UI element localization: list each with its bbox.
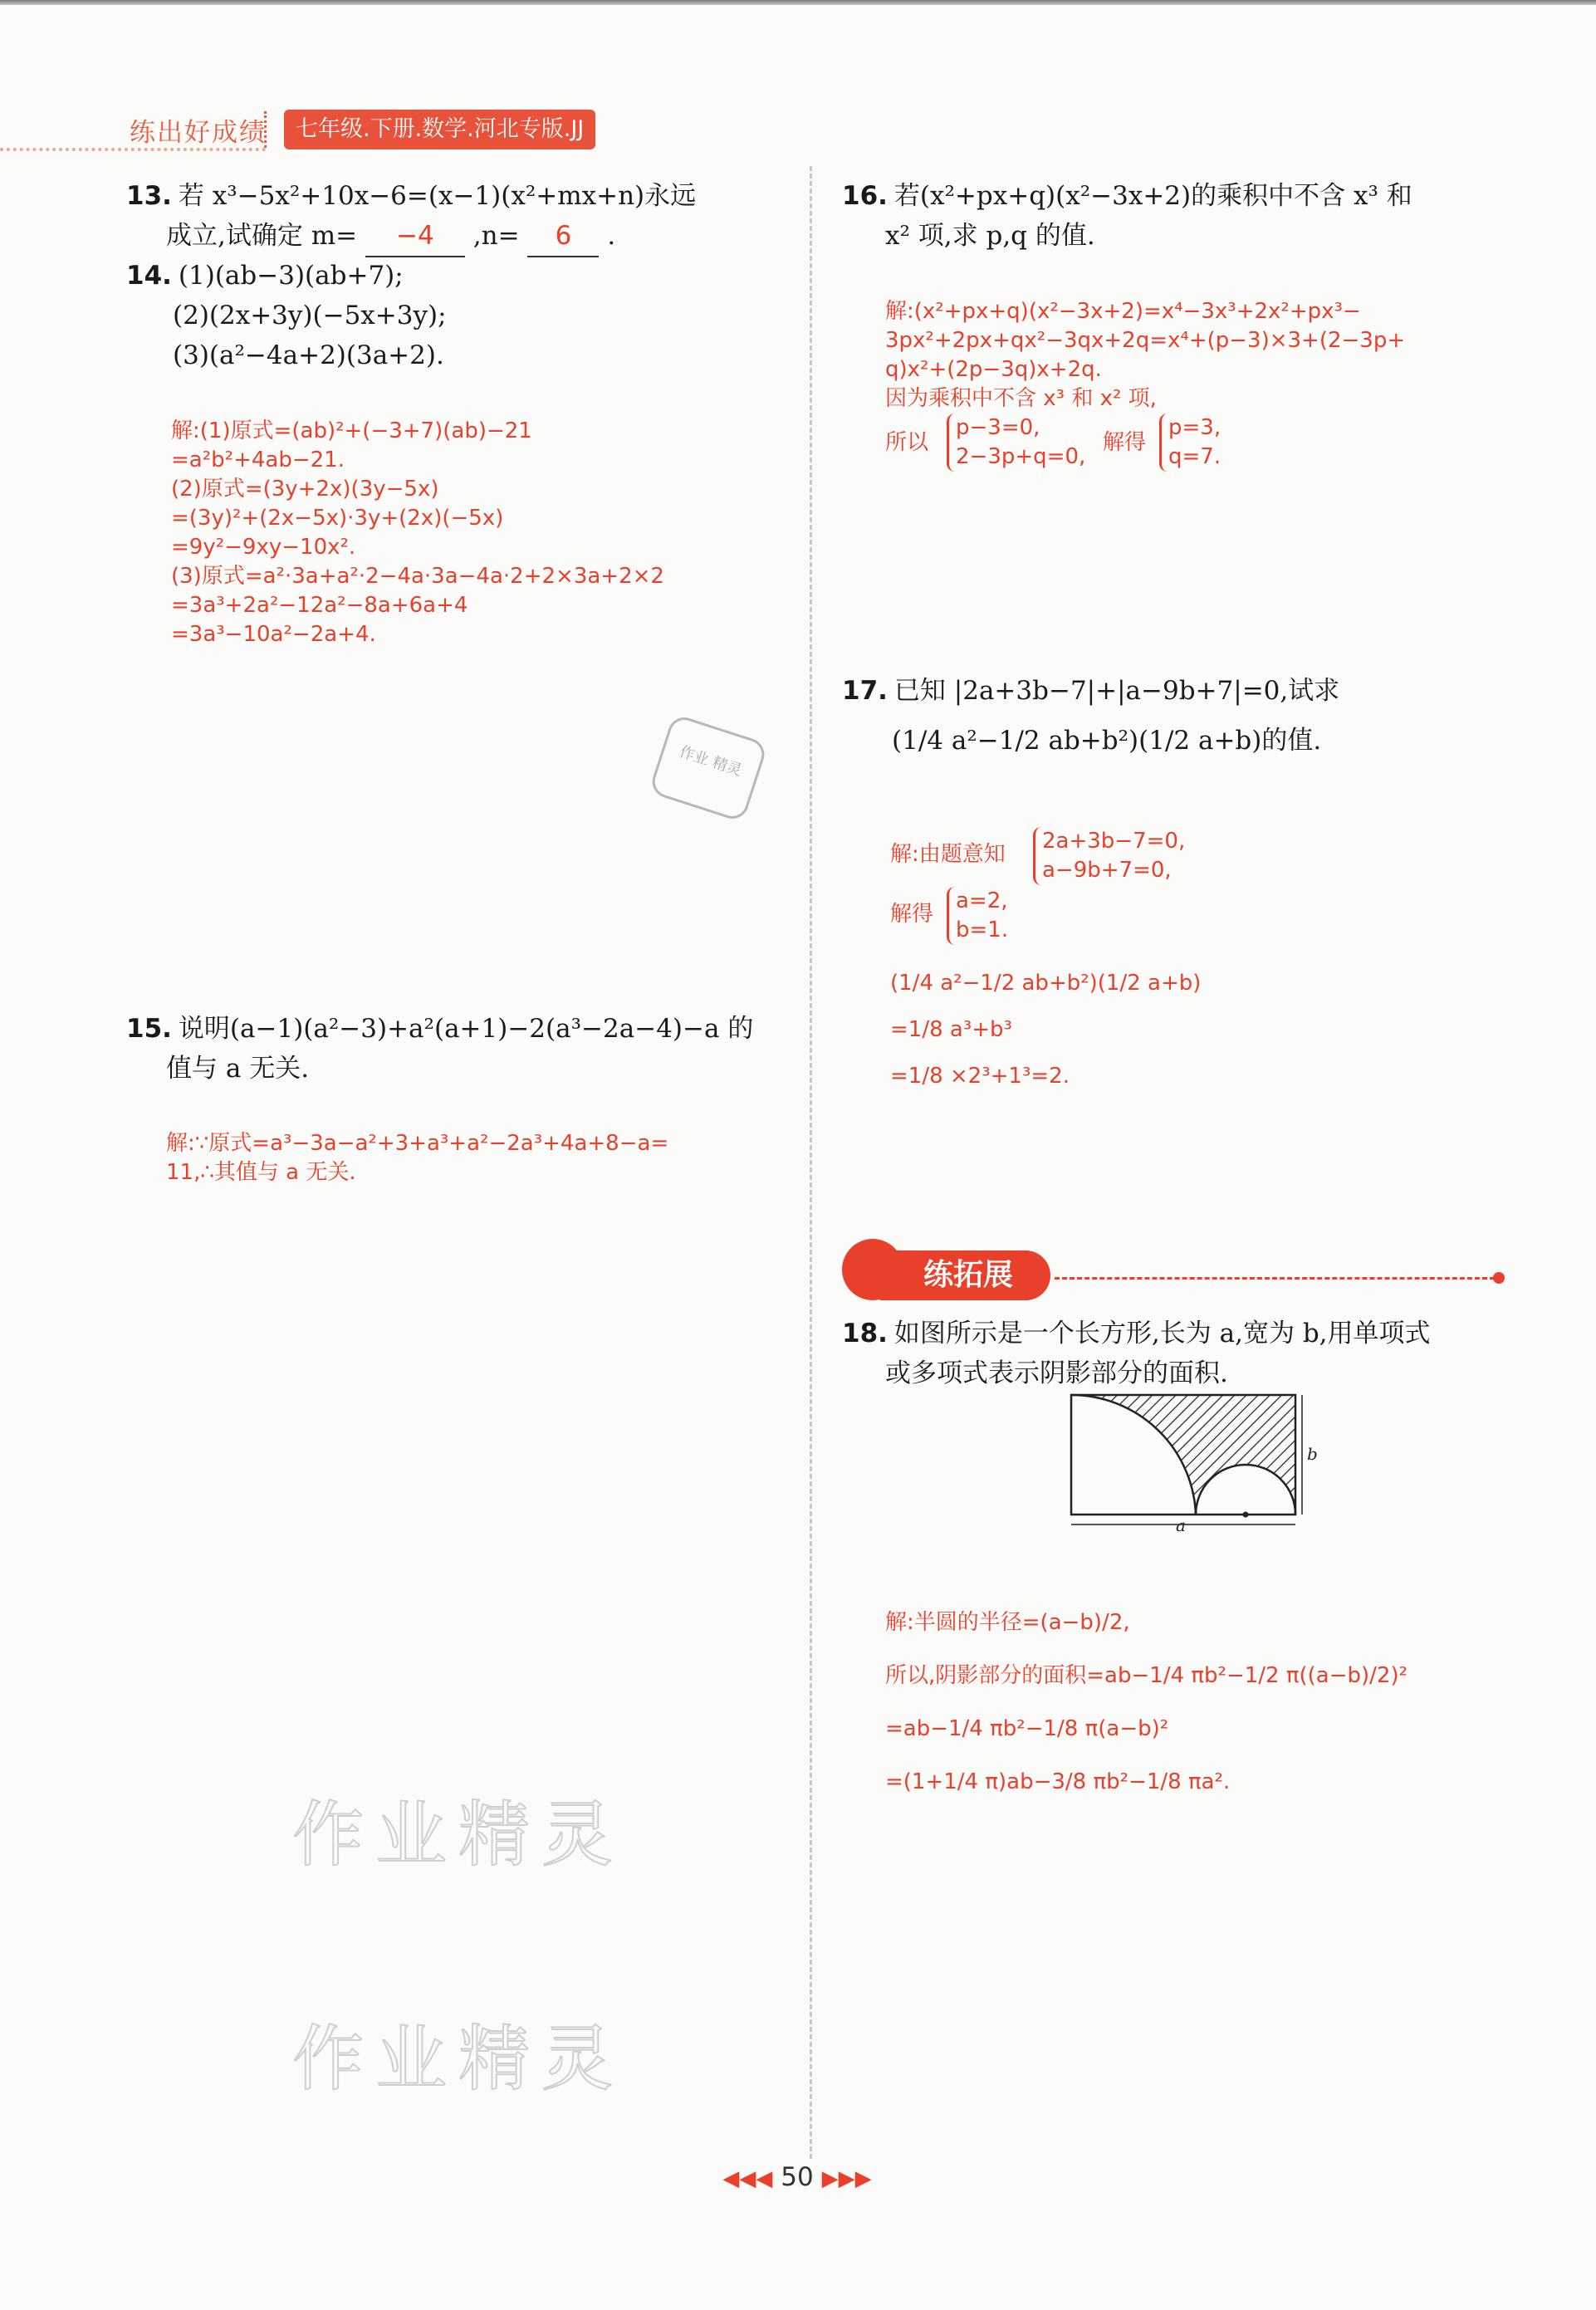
question-part: (1)(ab−3)(ab+7); xyxy=(178,261,404,291)
question-number: 16. xyxy=(842,181,888,211)
question-text: ,n= xyxy=(472,221,520,251)
question-text: 值与 a 无关. xyxy=(166,1054,310,1084)
equation: p=3, xyxy=(1168,415,1221,440)
question-text: (1/4 a²−1/2 ab+b²)(1/2 a+b)的值. xyxy=(892,726,1322,756)
answer-16: 解:(x²+px+q)(x²−3x+2)=x⁴−3x³+2x²+px³− 3px²+2px+qx²−3qx+2q=x⁴+(p−3)×3+(2−3p+ q)x²+(2p−3q)x+2q. 因为乘积中不含 x³ 和 x² 项, xyxy=(885,299,1406,411)
stamp-logo: 作业 精灵 xyxy=(648,713,768,823)
question-13 xyxy=(126,176,791,257)
label-b: b xyxy=(1307,1444,1318,1464)
question-16 xyxy=(842,176,1506,256)
question-part: (2)(2x+3y)(−5x+3y); xyxy=(173,301,447,330)
brand-title: 练出好成绩 xyxy=(130,118,267,148)
question-text: x² 项,求 p,q 的值. xyxy=(885,221,1095,251)
equation: 2a+3b−7=0, xyxy=(1042,829,1186,854)
left-arrows-icon: ◀◀◀ xyxy=(722,2166,773,2191)
equation: b=1. xyxy=(956,918,1009,942)
question-14 xyxy=(126,256,791,375)
equation: q=7. xyxy=(1168,444,1221,469)
answer-17-solve: 解得 xyxy=(890,902,934,927)
column-divider xyxy=(810,166,812,2159)
question-17 xyxy=(842,671,1506,761)
page-number: 50 xyxy=(781,2162,814,2192)
banner-dot xyxy=(1493,1272,1505,1284)
right-arrows-icon: ▶▶▶ xyxy=(821,2166,872,2191)
question-text: 已知 |2a+3b−7|+|a−9b+7|=0,试求 xyxy=(893,676,1340,706)
grade-badge: 七年级.下册.数学.河北专版.JJ xyxy=(284,110,595,149)
question-text: 说明(a−1)(a²−3)+a²(a+1)−2(a³−2a−4)−a 的 xyxy=(178,1014,754,1044)
answer-blank-n: 6 xyxy=(527,216,599,257)
answer-15: 解:∵原式=a³−3a−a²+3+a³+a²−2a³+4a+8−a= 11,∴其值与 a 无关. xyxy=(166,1131,669,1185)
rectangle-semicircle-figure xyxy=(1061,1392,1327,1533)
equation-system-2 xyxy=(947,887,1008,945)
question-number: 13. xyxy=(126,181,172,211)
answer-14: 解:(1)原式=(ab)²+(−3+7)(ab)−21 =a²b²+4ab−21. (2)原式=(3y+2x)(3y−5x) =(3y)²+(2x−5x)·3y+(2x)(−5x) =9y²−9xy−10x². (3)原式=a²·3a+a²·2−4a·3a−4a·2+2×3a+2×2 =3a³+2a²−12a²−8a+6a+4 =3a³−10a²−2a+4. xyxy=(171,418,664,647)
question-15 xyxy=(126,1009,791,1089)
banner-dashed-line xyxy=(1055,1277,1495,1280)
equation-system-1 xyxy=(1033,827,1185,885)
center-point xyxy=(1243,1512,1249,1518)
equation: 2−3p+q=0, xyxy=(956,444,1086,469)
page-header xyxy=(0,106,1596,153)
equation-system-2 xyxy=(1159,414,1221,472)
question-text: . xyxy=(607,221,616,251)
question-part: (3)(a²−4a+2)(3a+2). xyxy=(173,340,444,370)
answer-18: 解:半圆的半径=(a−b)/2, 所以,阴影部分的面积=ab−1/4 πb²−1/2 π((a−b)/2)² =ab−1/4 πb²−1/8 π(a−b)² =(1+1/4 π)ab−3/8 πb²−1/8 πa². xyxy=(885,1610,1408,1794)
shaded-region xyxy=(1071,1395,1295,1515)
answer-17-intro: 解:由题意知 xyxy=(890,842,1006,867)
question-number: 17. xyxy=(842,676,888,706)
question-text: 成立,试确定 m= xyxy=(166,221,358,251)
question-number: 15. xyxy=(126,1014,172,1044)
header-dotted-rule xyxy=(0,148,266,151)
answer-text: 解得 xyxy=(1103,430,1147,455)
equation-system-1 xyxy=(947,414,1085,472)
equation: a=2, xyxy=(956,888,1008,913)
equation: p−3=0, xyxy=(956,415,1040,440)
answer-17-steps: (1/4 a²−1/2 ab+b²)(1/2 a+b) =1/8 a³+b³ =1/8 ×2³+1³=2. xyxy=(890,971,1202,1089)
question-text: 若(x²+px+q)(x²−3x+2)的乘积中不含 x³ 和 xyxy=(893,181,1412,211)
answer-blank-m: −4 xyxy=(365,216,465,257)
brand-separator xyxy=(264,111,271,148)
page-top-edge xyxy=(0,0,1596,5)
question-text: 如图所示是一个长方形,长为 a,宽为 b,用单项式 xyxy=(893,1319,1431,1348)
answer-16-system xyxy=(885,428,928,458)
answer-16-solve xyxy=(1103,428,1146,458)
section-banner: 练拓展 xyxy=(880,1250,1050,1300)
watermark: 作业精灵 xyxy=(292,2018,624,2101)
page-footer xyxy=(714,2162,880,2192)
watermark: 作业精灵 xyxy=(292,1794,624,1877)
answer-text: 所以 xyxy=(885,430,929,455)
question-18 xyxy=(842,1314,1523,1393)
question-text: 若 x³−5x²+10x−6=(x−1)(x²+mx+n)永远 xyxy=(178,181,697,211)
label-a: a xyxy=(1176,1515,1186,1533)
equation: a−9b+7=0, xyxy=(1042,858,1172,883)
question-text: 或多项式表示阴影部分的面积. xyxy=(885,1358,1228,1388)
question-number: 14. xyxy=(126,261,172,291)
question-number: 18. xyxy=(842,1319,888,1348)
